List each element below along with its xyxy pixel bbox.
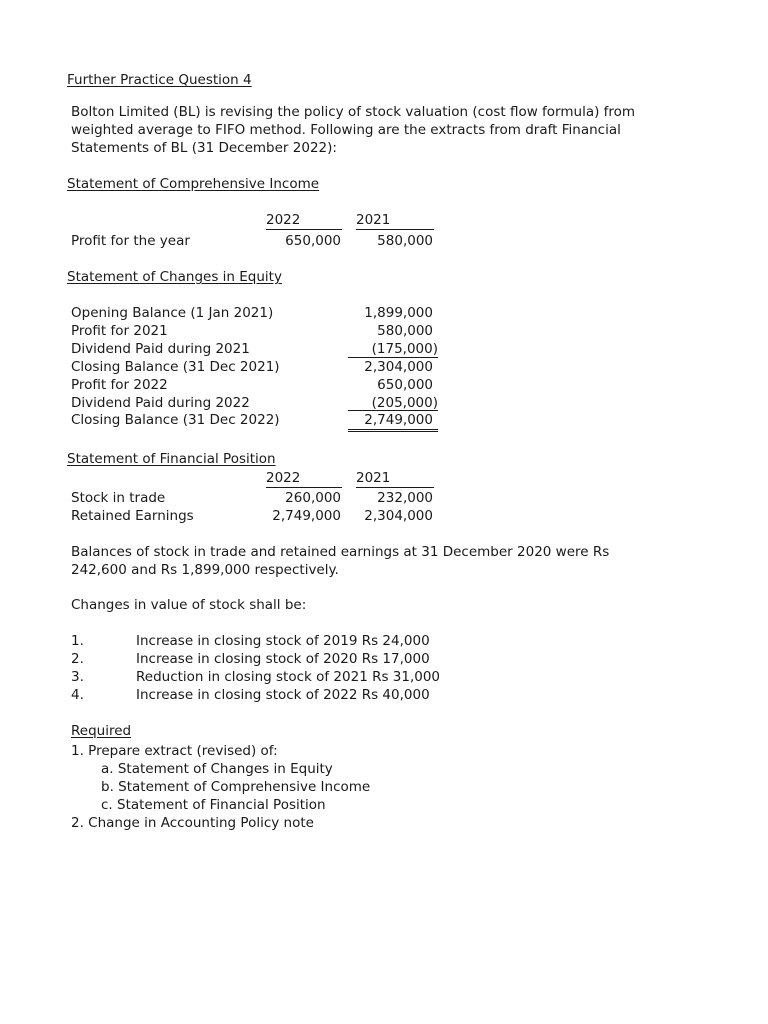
soci-heading: Statement of Comprehensive Income <box>67 176 320 192</box>
soce-row-value: 1,899,000 <box>364 305 433 321</box>
balances-note: Balances of stock in trade and retained earnings at 31 December 2020 were Rs 242,600 and Rs 1,899,000 respectively. <box>71 544 610 578</box>
change-text: Increase in closing stock of 2020 Rs 17,000 <box>136 651 430 667</box>
change-text: Increase in closing stock of 2022 Rs 40,000 <box>136 687 430 703</box>
soce-subtotal-value: 2,304,000 <box>348 357 438 376</box>
required-heading: Required <box>71 723 132 739</box>
soce-row-value: 650,000 <box>377 377 433 393</box>
soci-col-2021: 2021 <box>356 211 434 230</box>
soce-row-label: Dividend Paid during 2021 <box>71 341 250 357</box>
changes-heading: Changes in value of stock shall be: <box>71 597 307 613</box>
soce-row-label: Opening Balance (1 Jan 2021) <box>71 305 274 321</box>
sofp-value-2021: 232,000 <box>377 490 433 506</box>
soci-value-2021: 580,000 <box>377 233 433 249</box>
intro-paragraph: Bolton Limited (BL) is revising the policy of stock valuation (cost flow formula) from weighted average to FIFO method. Following are the extracts from draft Financial Statements of BL (31 December 2022): <box>71 104 636 156</box>
change-text: Increase in closing stock of 2019 Rs 24,000 <box>136 633 430 649</box>
soce-row-label: Profit for 2022 <box>71 377 168 393</box>
soce-row-label: Closing Balance (31 Dec 2022) <box>71 412 280 428</box>
soce-row-label: Dividend Paid during 2022 <box>71 395 250 411</box>
required-subitem: c. Statement of Financial Position <box>101 797 326 813</box>
sofp-row-label: Retained Earnings <box>71 508 194 524</box>
sofp-row-label: Stock in trade <box>71 490 166 506</box>
required-item-2: 2. Change in Accounting Policy note <box>71 815 314 831</box>
sofp-col-2022: 2022 <box>266 469 342 488</box>
change-number: 2. <box>71 651 84 667</box>
soce-row-value: (175,000) <box>371 341 438 357</box>
change-number: 1. <box>71 633 84 649</box>
change-number: 3. <box>71 669 84 685</box>
sofp-value-2022: 2,749,000 <box>272 508 341 524</box>
required-subitem: b. Statement of Comprehensive Income <box>101 779 371 795</box>
soce-total-value: 2,749,000 <box>348 410 438 432</box>
soce-row-value: (205,000) <box>371 395 438 411</box>
page-title: Further Practice Question 4 <box>67 72 252 88</box>
sofp-col-2021: 2021 <box>356 469 434 488</box>
soci-col-2022: 2022 <box>266 211 342 230</box>
soci-row-label: Profit for the year <box>71 233 190 249</box>
change-number: 4. <box>71 687 84 703</box>
sofp-value-2021: 2,304,000 <box>364 508 433 524</box>
required-item-1: 1. Prepare extract (revised) of: <box>71 743 278 759</box>
soce-heading: Statement of Changes in Equity <box>67 269 282 285</box>
sofp-value-2022: 260,000 <box>285 490 341 506</box>
soce-row-value: 580,000 <box>377 323 433 339</box>
soce-row-label: Profit for 2021 <box>71 323 168 339</box>
change-text: Reduction in closing stock of 2021 Rs 31,000 <box>136 669 441 685</box>
soce-row-label: Closing Balance (31 Dec 2021) <box>71 359 280 375</box>
soci-value-2022: 650,000 <box>285 233 341 249</box>
required-subitem: a. Statement of Changes in Equity <box>101 761 333 777</box>
sofp-heading: Statement of Financial Position <box>67 451 276 467</box>
